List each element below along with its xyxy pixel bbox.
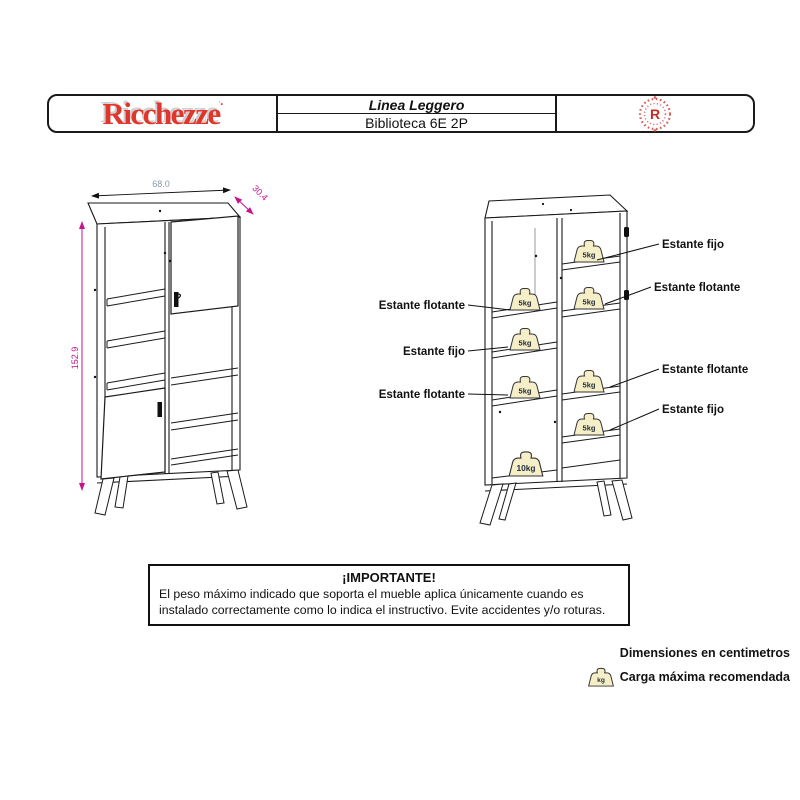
product-cell <box>278 96 557 131</box>
legend <box>587 646 790 688</box>
notice-title: ¡IMPORTANTE! <box>342 570 436 585</box>
svg-text:152.9: 152.9 <box>70 346 80 370</box>
svg-text:R: R <box>650 105 661 122</box>
cabinet-outline <box>485 195 627 491</box>
lower-door-handle <box>158 402 163 417</box>
height-dimension <box>70 222 82 490</box>
emblem-cell <box>557 96 753 131</box>
brand-logo: Ricchezze· <box>102 96 223 131</box>
brand-cell <box>49 96 278 131</box>
product-model-name: Biblioteca 6E 2P <box>365 114 468 131</box>
shelf-label: Estante fijo <box>662 404 724 416</box>
wreath-emblem-icon <box>634 95 676 133</box>
upper-door-handle <box>174 292 179 307</box>
product-line-name: Linea Leggero <box>278 96 555 114</box>
upper-door <box>171 216 238 314</box>
trademark-dot: · <box>219 97 223 111</box>
svg-text:kg: kg <box>596 676 605 684</box>
depth-dimension <box>235 183 270 214</box>
dimensions-note: Dimensiones en centimetros <box>619 646 790 660</box>
shelf-label: Estante flotante <box>378 389 465 401</box>
shelf-label: Estante fijo <box>662 239 724 251</box>
svg-text:5kg: 5kg <box>518 386 532 396</box>
notice-body: El peso máximo indicado que soporta el mueble aplica únicamente cuando es instalado correctamente como lo indica el instructivo. Evite accidentes y/o roturas. <box>159 587 606 618</box>
svg-text:30.4: 30.4 <box>250 183 270 203</box>
lower-door <box>101 388 165 479</box>
load-note: Carga máxima recomendada <box>619 670 790 684</box>
shelf-label: Estante flotante <box>654 282 741 294</box>
svg-text:10kg: 10kg <box>516 462 536 473</box>
shelf-label: Estante flotante <box>378 300 465 312</box>
svg-text:5kg: 5kg <box>582 250 596 260</box>
shelf-label: Estante fijo <box>403 346 465 358</box>
svg-text:5kg: 5kg <box>518 298 532 308</box>
kg-weight-icon <box>587 666 615 688</box>
svg-text:5kg: 5kg <box>518 338 532 348</box>
svg-text:5kg: 5kg <box>582 297 596 307</box>
cabinet-legs <box>480 480 632 525</box>
svg-text:5kg: 5kg <box>582 380 596 390</box>
svg-text:68.0: 68.0 <box>152 179 170 189</box>
important-notice-box <box>148 564 630 626</box>
dimensioned-front-view <box>65 165 285 570</box>
annotated-shelf-view <box>375 180 775 550</box>
header <box>47 94 755 133</box>
load-note-row <box>587 666 790 688</box>
svg-text:5kg: 5kg <box>582 423 596 433</box>
width-dimension <box>92 179 230 196</box>
shelf-label: Estante flotante <box>662 364 749 376</box>
